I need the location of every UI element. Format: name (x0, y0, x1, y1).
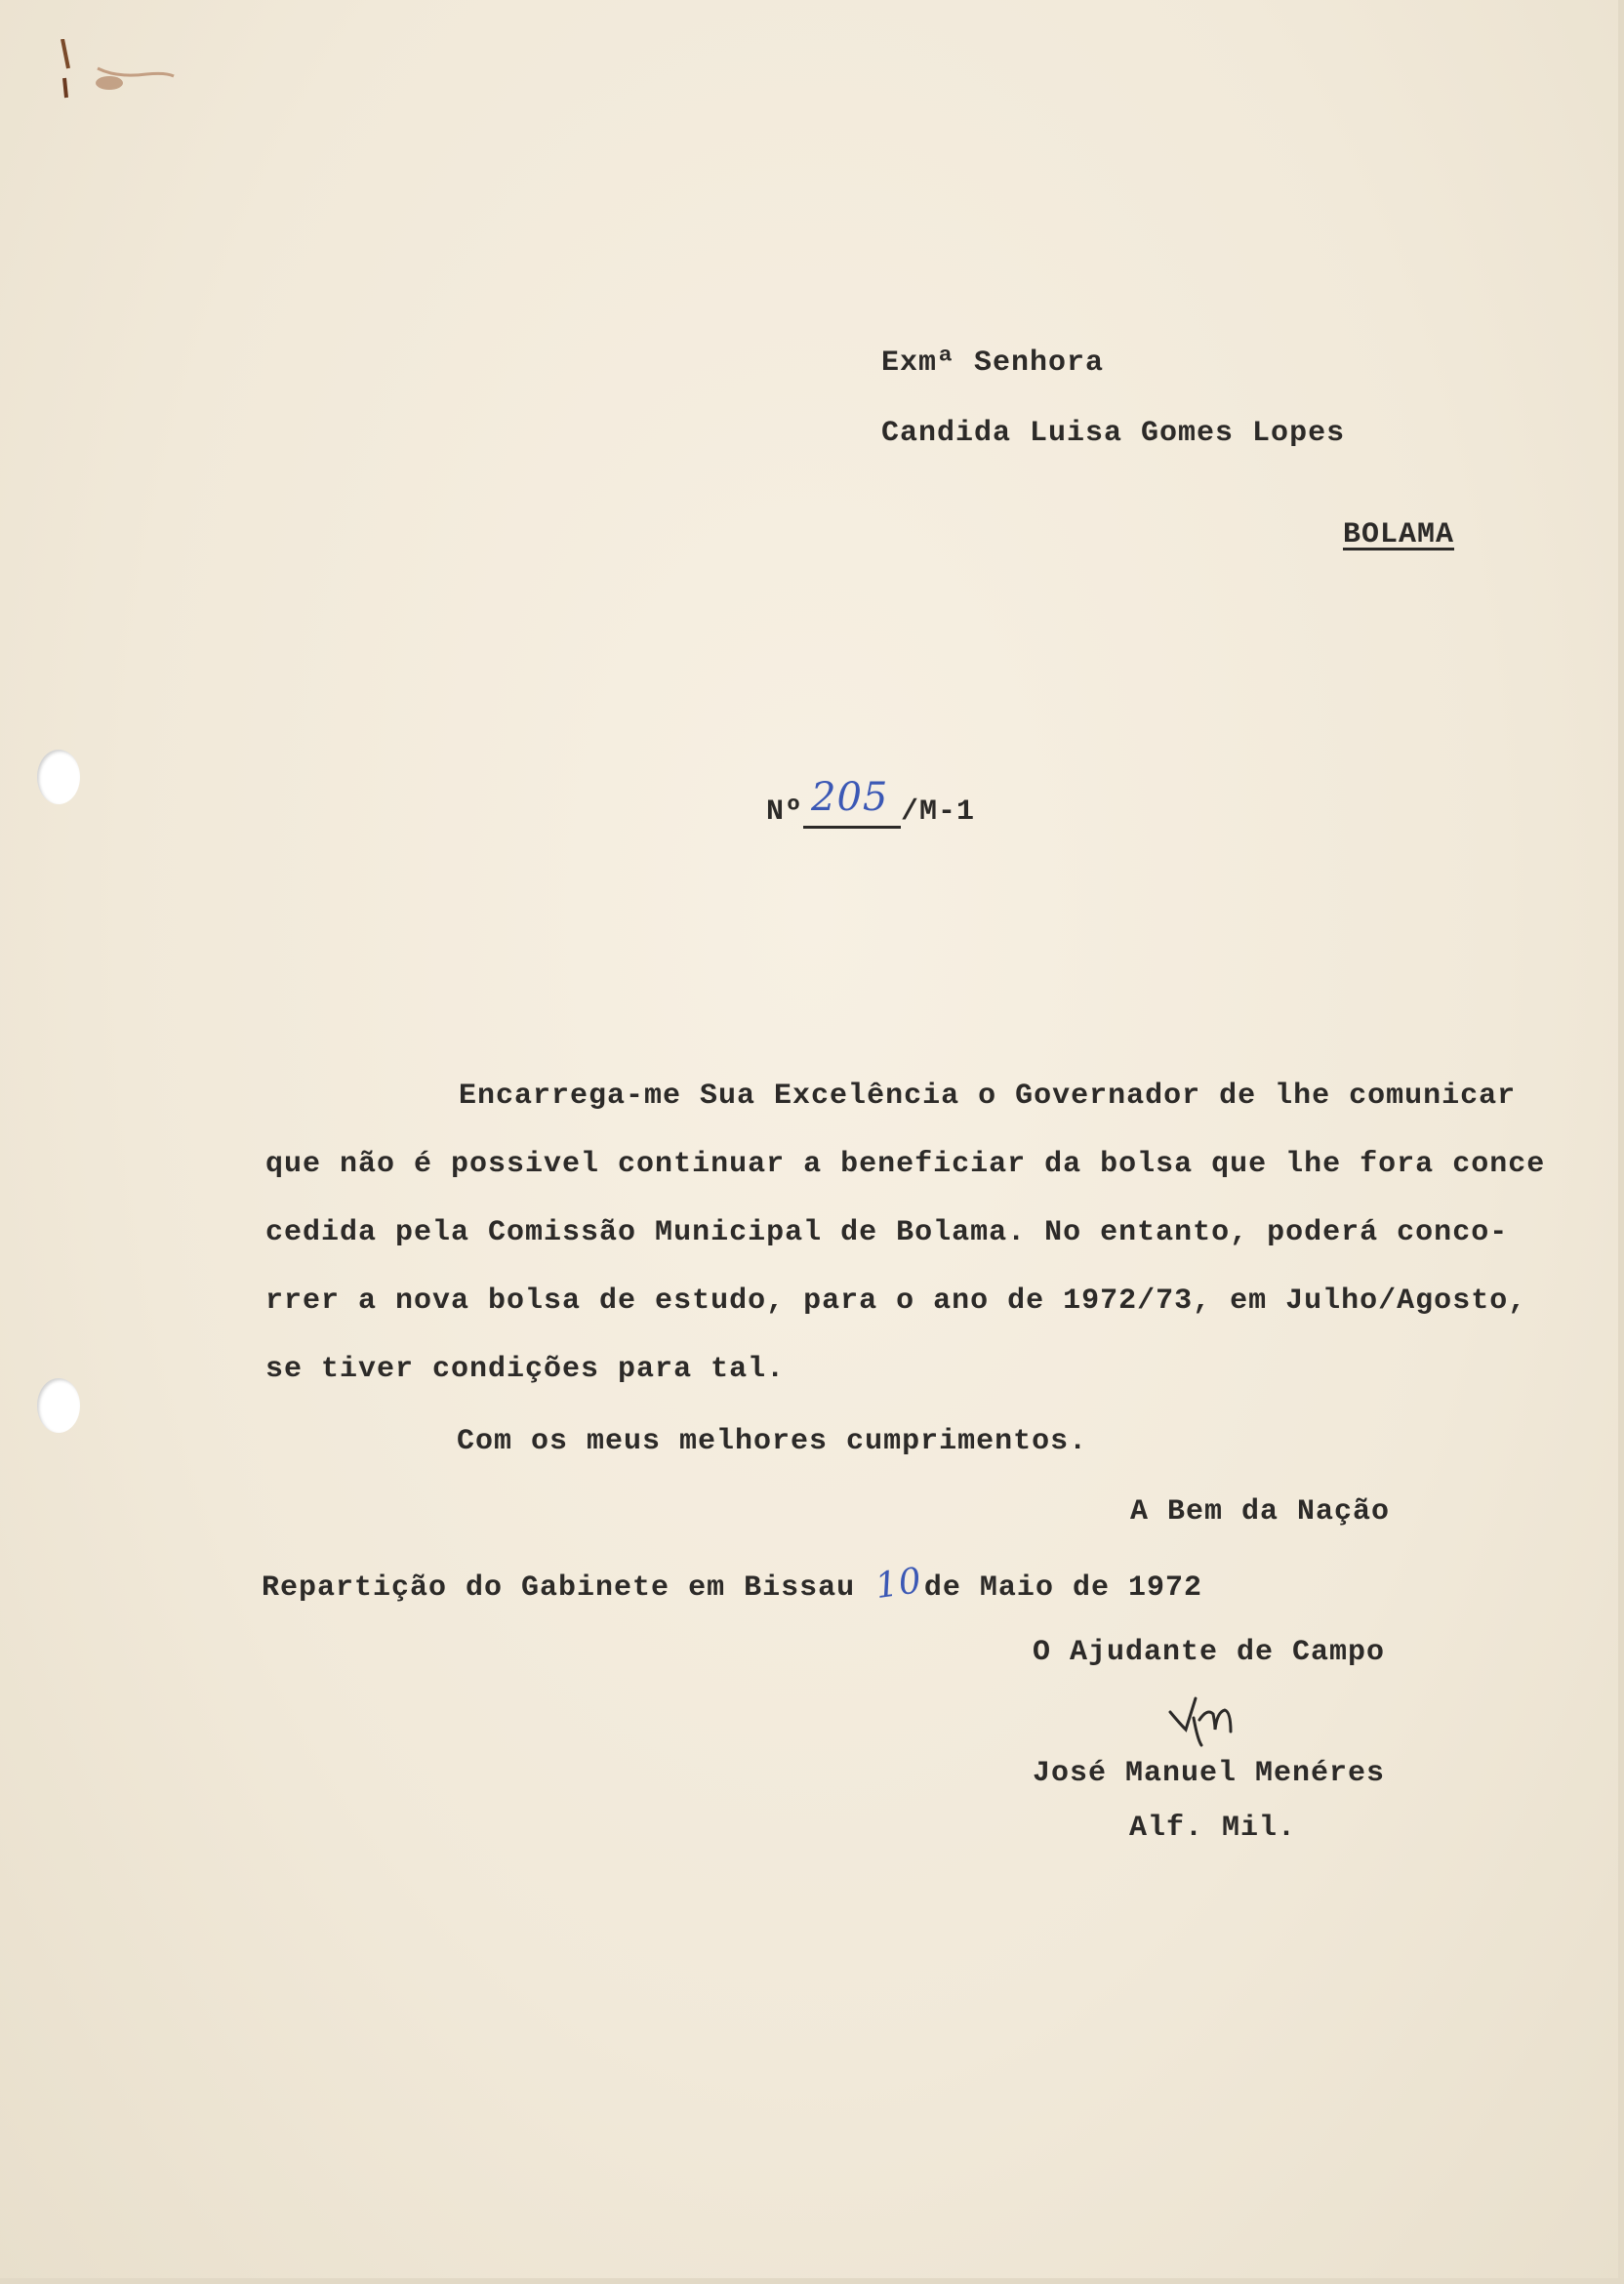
reference-number (766, 775, 976, 829)
body-line: Encarrega-me Sua Excelência o Governador de lhe comunicar (459, 1080, 1517, 1113)
motto: A Bem da Nação (1130, 1495, 1391, 1529)
reference-blank (803, 775, 901, 829)
dateline-suffix: de Maio de 1972 (923, 1571, 1202, 1605)
dateline-prefix: Repartição do Gabinete em Bissau (262, 1571, 856, 1605)
punch-hole-top (37, 750, 80, 804)
body-line: que não é possivel continuar a beneficiar da bolsa que lhe fora conce (265, 1148, 1546, 1181)
closing-text: Com os meus melhores cumprimentos. (457, 1425, 1088, 1458)
signatory-rank: Alf. Mil. (1129, 1812, 1297, 1845)
recipient-salutation: Exmª Senhora (881, 347, 1105, 380)
reference-prefix: Nº (766, 795, 804, 829)
recipient-name: Candida Luisa Gomes Lopes (881, 417, 1346, 450)
rust-stain-icon (59, 39, 185, 117)
body-line: cedida pela Comissão Municipal de Bolama. No entanto, poderá conco- (265, 1216, 1509, 1249)
recipient-place: BOLAMA (1343, 518, 1455, 551)
signatory-title: O Ajudante de Campo (1033, 1636, 1386, 1669)
paper-edge-bottom (0, 2278, 1624, 2284)
body-line: rrer a nova bolsa de estudo, para o ano de 1972/73, em Julho/Agosto, (265, 1285, 1527, 1318)
reference-suffix: /M-1 (901, 795, 976, 829)
body-line: se tiver condições para tal. (265, 1353, 786, 1386)
punch-hole-bottom (37, 1378, 80, 1433)
dateline-handwritten-day: 10 (873, 1560, 925, 1608)
reference-handwritten-number: 205 (811, 775, 889, 820)
dateline (262, 1560, 1202, 1608)
signature-icon (1166, 1691, 1254, 1749)
signatory-name: José Manuel Menéres (1033, 1757, 1386, 1790)
paper-edge-right (1618, 0, 1624, 2284)
